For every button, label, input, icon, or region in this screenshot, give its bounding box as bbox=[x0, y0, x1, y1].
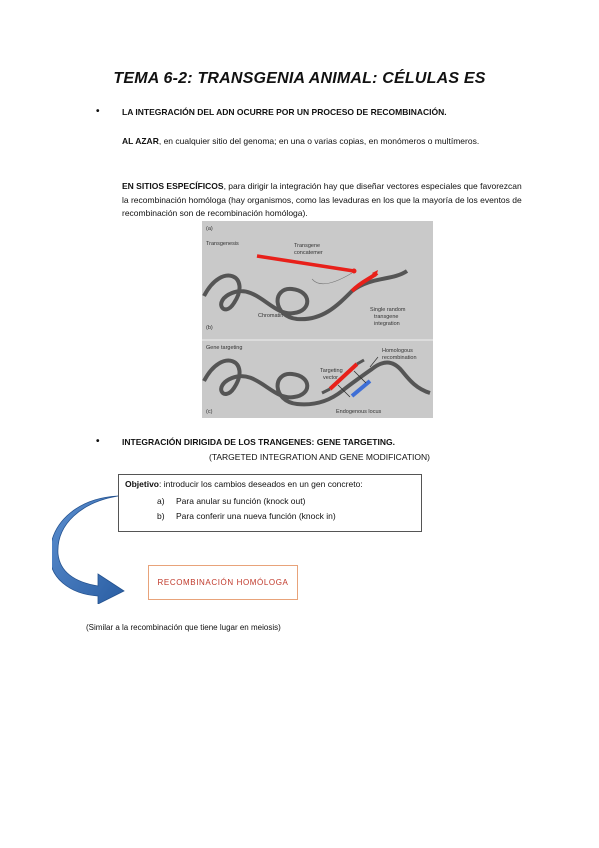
recombinacion-homologa-box: RECOMBINACIÓN HOMÓLOGA bbox=[148, 565, 298, 600]
label-homologous-1: Homologous bbox=[382, 348, 413, 354]
transgene-concatemer-red bbox=[257, 256, 354, 271]
label-single-1: Single random bbox=[370, 307, 406, 313]
label-concatemer-2: concatemer bbox=[294, 250, 323, 256]
label-single-3: integration bbox=[374, 321, 400, 327]
objective-line bbox=[125, 479, 415, 489]
objective-item-letter: b) bbox=[157, 511, 165, 521]
paragraph-al-azar bbox=[122, 135, 522, 149]
label-c: (c) bbox=[206, 409, 213, 415]
label-b: (b) bbox=[206, 325, 213, 331]
bullet-dot: • bbox=[96, 106, 100, 117]
curved-arrow-shape bbox=[52, 496, 124, 604]
paragraph-sitios-especificos bbox=[122, 180, 522, 221]
sitios-text: , para dirigir la integración hay que diseñar vectores especiales que favorezcan la recombinación homóloga (hay organismos, como las levaduras en los que la mayoría de los eventos de recombinación son de recombinación homóloga). bbox=[122, 181, 522, 218]
section2-subtitle: (TARGETED INTEGRATION AND GENE MODIFICATION) bbox=[208, 452, 430, 462]
page-title: TEMA 6-2: TRANSGENIA ANIMAL: CÉLULAS ES bbox=[113, 70, 486, 87]
bullet-dot: • bbox=[96, 436, 100, 447]
meiosis-note: (Similar a la recombinación que tiene lugar en meiosis) bbox=[86, 623, 281, 632]
label-single-2: transgene bbox=[374, 314, 399, 320]
concatemer-thin-connector bbox=[312, 273, 352, 284]
figure-svg bbox=[202, 221, 433, 418]
curved-arrow-icon bbox=[52, 494, 136, 604]
label-concatemer-1: Transgene bbox=[294, 243, 321, 249]
transgenesis-figure bbox=[202, 221, 433, 418]
objective-text: : introducir los cambios deseados en un gen concreto: bbox=[159, 479, 363, 489]
label-chromatin: Chromatin bbox=[258, 313, 284, 319]
objective-label: Objetivo bbox=[125, 479, 160, 489]
label-a: (a) bbox=[206, 226, 213, 232]
section1-heading: LA INTEGRACIÓN DEL ADN OCURRE POR UN PROCESO DE RECOMBINACIÓN. bbox=[122, 107, 447, 117]
al-azar-text: , en cualquier sitio del genoma; en una o varias copias, en monómeros o multímeros. bbox=[158, 136, 480, 146]
sitios-bold: EN SITIOS ESPECÍFICOS bbox=[122, 181, 224, 191]
concatemer-end-dot bbox=[352, 269, 357, 274]
label-gene-targeting: Gene targeting bbox=[206, 345, 243, 351]
objective-item-text: Para conferir una nueva función (knock in) bbox=[176, 511, 336, 521]
label-endogenous: Endogenous locus bbox=[336, 409, 382, 415]
objective-item-letter: a) bbox=[157, 496, 165, 506]
objective-box bbox=[118, 474, 422, 532]
label-homologous-2: recombination bbox=[382, 355, 417, 361]
label-targeting-1: Targeting bbox=[320, 368, 343, 374]
objective-item-text: Para anular su función (knock out) bbox=[176, 496, 306, 506]
section2-heading: INTEGRACIÓN DIRIGIDA DE LOS TRANGENES: GENE TARGETING. bbox=[122, 437, 395, 447]
label-transgenesis: Transgenesis bbox=[206, 241, 239, 247]
label-targeting-2: vector bbox=[323, 375, 338, 381]
al-azar-bold: AL AZAR bbox=[122, 136, 159, 146]
